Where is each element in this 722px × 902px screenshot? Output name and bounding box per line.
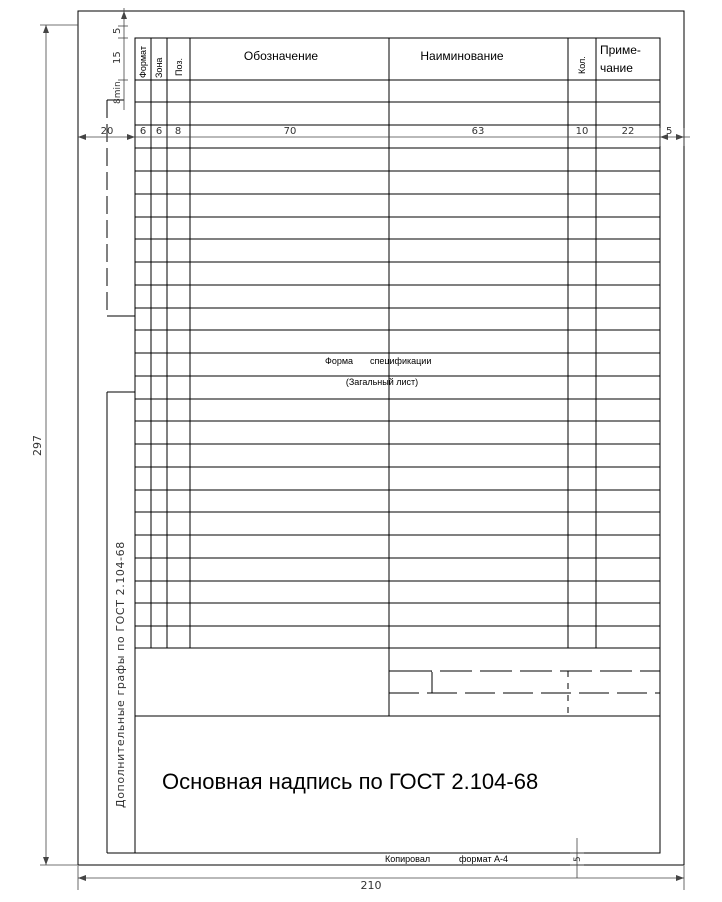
header-note-line1: Приме- — [600, 43, 641, 57]
dim-bottom-margin: 5 — [573, 856, 583, 862]
dim-sheet-width: 210 — [360, 879, 382, 892]
dim-col-format: 6 — [139, 126, 147, 137]
table-row-lines — [135, 80, 660, 626]
dim-col-name: 63 — [471, 126, 485, 137]
title-block-text: Основная надпись по ГОСТ 2.104-68 — [162, 769, 539, 794]
header-name: Наиминование — [420, 49, 504, 63]
header-designation: Обозначение — [243, 49, 319, 63]
footer-copied: Копировал — [385, 854, 431, 864]
header-position: Поз. — [174, 58, 184, 76]
dim-col-qty: 10 — [575, 126, 589, 137]
dim-left-margin: 20 — [100, 126, 114, 137]
additional-columns-label: Дополнительные графы по ГОСТ 2.104-68 — [114, 541, 127, 808]
dim-col-designation: 70 — [283, 126, 297, 137]
sheet-border — [78, 11, 684, 865]
inner-frame — [135, 38, 660, 853]
dim-header-height: 15 — [112, 51, 123, 64]
dim-col-pos: 8 — [174, 126, 182, 137]
header-zone: Зона — [154, 57, 164, 78]
header-quantity: Кол. — [577, 56, 587, 74]
footer-format: формат А-4 — [459, 854, 509, 864]
header-note-line2: чание — [600, 61, 633, 75]
dim-top-margin: 5 — [112, 27, 123, 34]
header-format: Формат — [138, 46, 148, 78]
dimension-arrows — [43, 11, 684, 881]
dimension-lines — [40, 8, 690, 890]
dim-col-note: 22 — [621, 126, 635, 137]
dim-row-min: 8min — [113, 81, 123, 104]
form-title-word2: спецификации — [370, 356, 432, 366]
dim-right-margin: 5 — [666, 126, 673, 137]
form-title-word1: Форма — [325, 356, 354, 366]
dim-col-zone: 6 — [155, 126, 163, 137]
form-subtitle: (Загальный лист) — [345, 377, 419, 387]
dim-sheet-height: 297 — [31, 435, 44, 456]
